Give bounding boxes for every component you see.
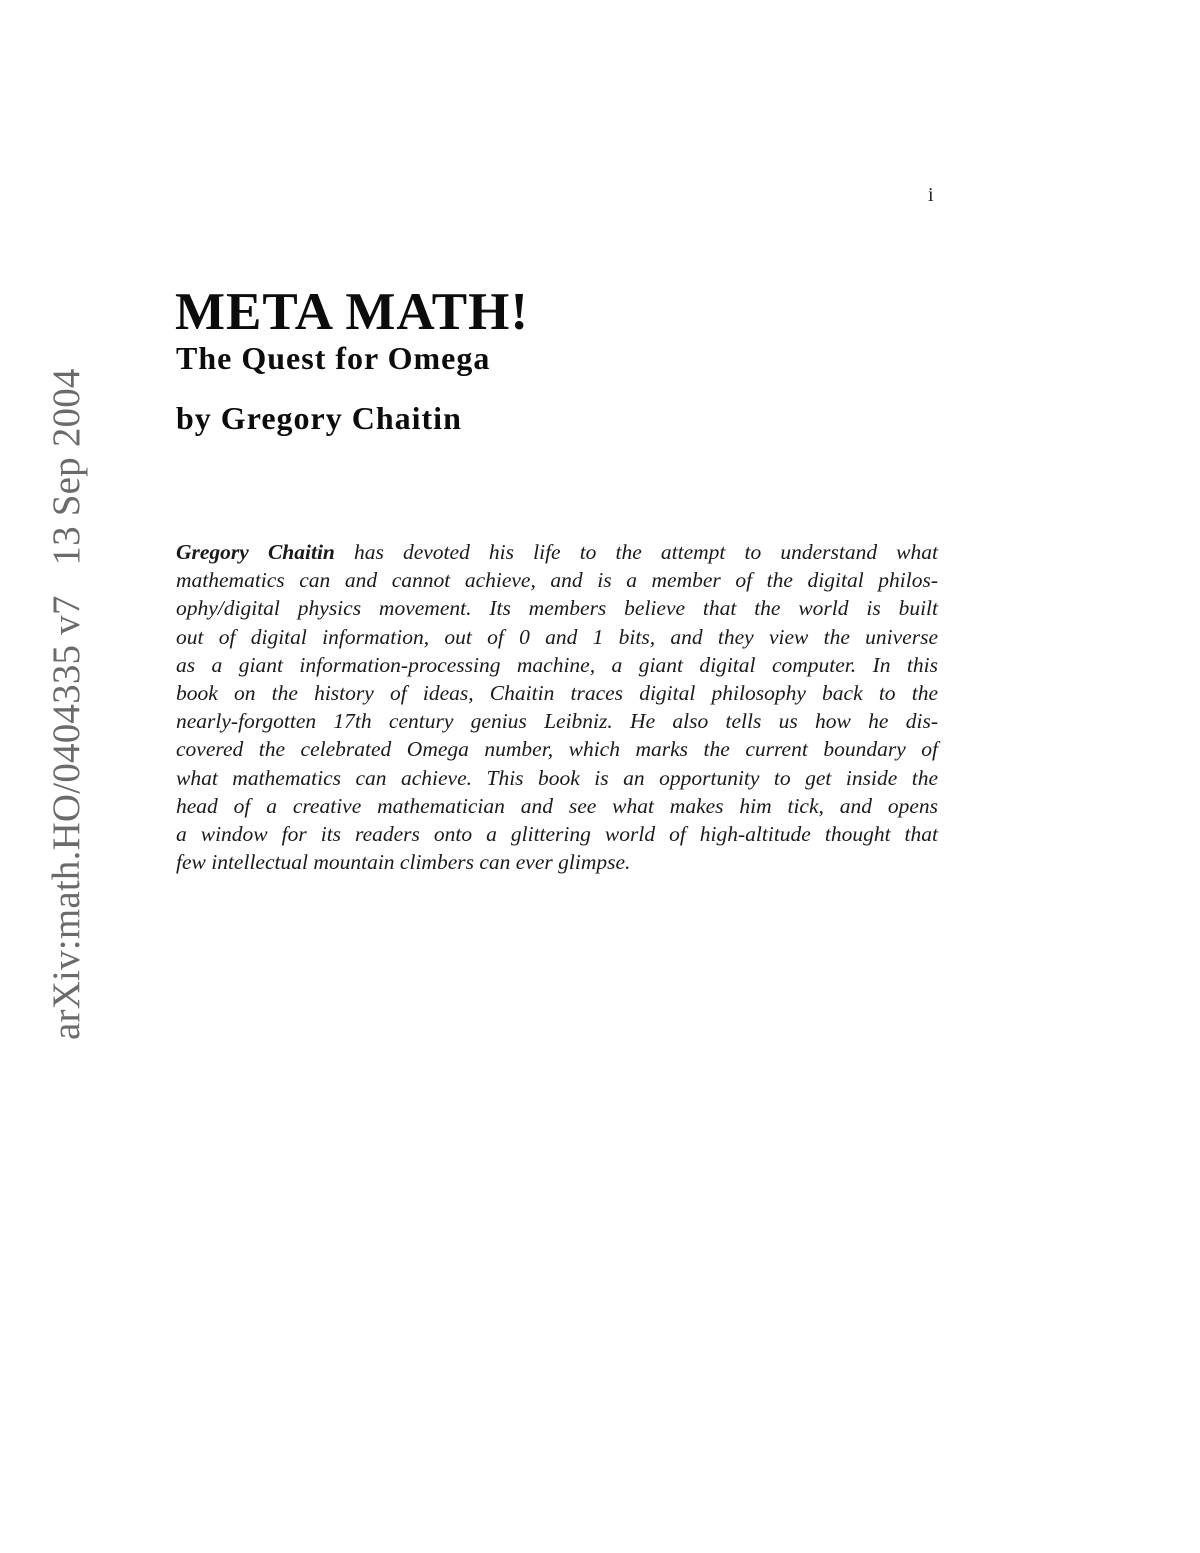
abstract-line: as a giant information-processing machine, a giant digital computer. In this	[176, 652, 938, 677]
abstract-line: few intellectual mountain climbers can ever glimpse.	[176, 850, 631, 875]
abstract-line: a window for its readers onto a glittering world of high-altitude thought that	[176, 822, 938, 847]
abstract-line: what mathematics can achieve. This book is an opportunity to get inside the	[176, 765, 938, 790]
abstract-line: covered the celebrated Omega number, which marks the current boundary of	[176, 737, 938, 762]
page-number: i	[928, 184, 934, 206]
abstract-line: mathematics can and cannot achieve, and is a member of the digital philos-	[176, 568, 938, 593]
abstract-line: out of digital information, out of 0 and 1 bits, and they view the universe	[176, 624, 938, 649]
abstract-line: nearly-forgotten 17th century genius Leibniz. He also tells us how he dis-	[176, 709, 938, 734]
book-author: by Gregory Chaitin	[176, 400, 462, 436]
abstract-line	[176, 538, 938, 566]
book-subtitle: The Quest for Omega	[176, 340, 491, 376]
book-title: META MATH!	[175, 283, 529, 341]
abstract-line: book on the history of ideas, Chaitin traces digital philosophy back to the	[176, 681, 938, 706]
abstract-line: ophy/digital physics movement. Its members believe that the world is built	[176, 596, 938, 621]
arxiv-stamp: arXiv:math.HO/0404335 v7 13 Sep 2004	[45, 368, 88, 1040]
abstract	[176, 538, 938, 876]
abstract-line: head of a creative mathematician and see what makes him tick, and opens	[176, 793, 938, 818]
abstract-line-text: has devoted his life to the attempt to understand what	[334, 540, 938, 564]
abstract-lead-name: Gregory Chaitin	[176, 540, 335, 564]
